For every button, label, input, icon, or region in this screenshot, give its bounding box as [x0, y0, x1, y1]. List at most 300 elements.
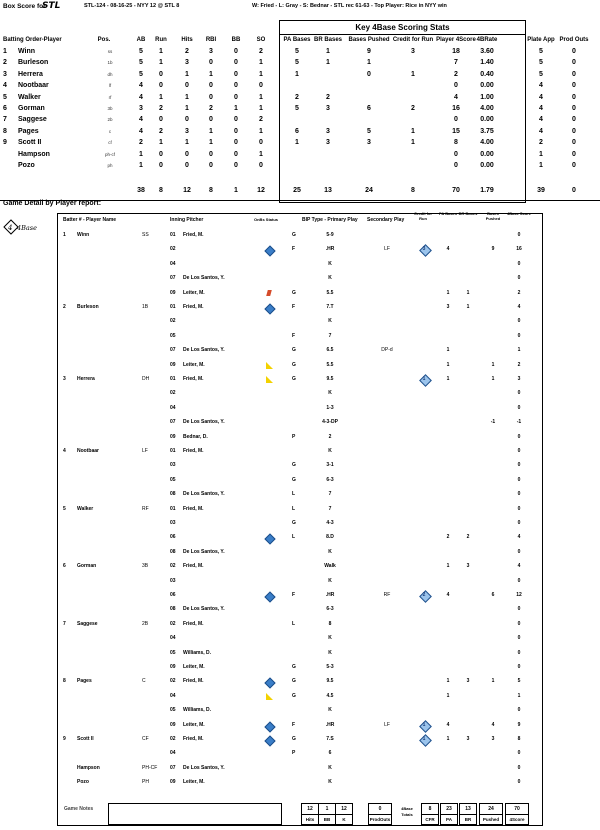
total-cell: 38	[137, 187, 145, 194]
inning: 03	[170, 577, 176, 584]
stat-cell: 1	[411, 139, 415, 147]
game-pitchers: W: Fried - L: Gray - S: Bednar - STL rec 61-63 - Top Player: Rice in NYY win	[252, 3, 447, 9]
primary-play: K	[328, 448, 332, 454]
footer-br-value: 13	[459, 803, 477, 815]
runner-out-icon	[266, 290, 272, 296]
batter-number: 6	[63, 563, 66, 570]
pa-bases: 1	[446, 347, 450, 354]
batter-pos: CF	[142, 736, 149, 742]
4base-score: 0	[517, 635, 521, 642]
stat-cell: 2	[454, 70, 458, 78]
4base-score: 1	[517, 692, 521, 699]
4base-score: 4	[517, 563, 521, 570]
stat-cell: 1	[259, 150, 263, 158]
player-name: Pozo	[18, 162, 35, 169]
row-number: 5	[3, 93, 7, 101]
bases-pushed: 1	[491, 361, 495, 368]
footer-pa-value: 23	[440, 803, 458, 815]
primary-play: 1-3	[326, 404, 334, 411]
primary-play: 6.5	[326, 347, 334, 354]
primary-play: K	[328, 764, 332, 771]
stat-cell: 3	[185, 59, 189, 67]
secondary-play: RF	[383, 592, 391, 598]
footer-pa-label: PA	[440, 814, 458, 825]
stat-cell: 0	[572, 116, 576, 124]
batter-name: Gorman	[77, 563, 97, 570]
pitcher-name: Fried, M.	[183, 304, 204, 310]
4base-score: 0	[517, 491, 521, 498]
svg-text:4: 4	[8, 224, 13, 232]
stat-cell: 1	[139, 162, 143, 169]
stat-cell: 0	[454, 82, 458, 90]
bip-type: F	[292, 246, 296, 253]
pitcher-name: De Los Santos, Y.	[183, 491, 225, 498]
col-header: PA Bases	[283, 37, 311, 43]
col-header: BB	[231, 37, 241, 43]
stat-cell: 0	[572, 127, 576, 135]
4base-score: 0	[517, 332, 521, 339]
pa-bases: 4	[446, 721, 450, 728]
inning: 07	[170, 419, 176, 426]
total-cell: 0	[572, 187, 576, 194]
row-number: 7	[3, 116, 7, 124]
primary-play: 7.T	[326, 304, 334, 310]
4base-score: 0	[517, 275, 521, 282]
total-cell: 8	[159, 187, 163, 194]
stat-cell: 1	[234, 105, 238, 112]
player-pos: c	[108, 128, 112, 134]
inning: 07	[170, 275, 176, 282]
primary-play: K	[328, 318, 332, 325]
player-pos: 1b	[107, 60, 113, 66]
total-cell: 8	[209, 187, 213, 194]
batter-name: Nootbaar	[77, 448, 99, 454]
stat-cell: 2	[159, 127, 163, 135]
box-score-title: Box Score for	[3, 3, 46, 10]
detail-col-header: Batter # - Player Name	[63, 217, 117, 223]
pa-bases: 1	[446, 678, 450, 685]
total-cell: 70	[452, 187, 460, 194]
4base-score: 0	[517, 390, 521, 397]
primary-play: 6-3	[326, 606, 334, 613]
col-header: Plate App	[527, 37, 555, 43]
footer-prodouts-label: ProdOuts	[368, 814, 392, 825]
batter-pos: DH	[142, 376, 150, 382]
bip-type: G	[292, 678, 296, 685]
inning: 04	[170, 404, 176, 411]
footer-score-label: 4Score	[505, 814, 529, 825]
stat-cell: 3.75	[480, 127, 494, 135]
stat-cell: 5	[139, 48, 143, 55]
pa-bases: 1	[446, 692, 450, 699]
bases-pushed: 1	[491, 376, 495, 382]
footer-hits-value: 12	[301, 803, 319, 815]
inning: 09	[170, 433, 176, 440]
inning: 08	[170, 606, 176, 613]
primary-play: .HR	[325, 721, 335, 728]
4base-score: 0	[517, 764, 521, 771]
stat-cell: 2	[259, 48, 263, 55]
stat-cell: 4.00	[480, 139, 494, 147]
batter-number: 5	[63, 505, 66, 512]
batter-pos: 1B	[142, 304, 149, 310]
row-number: 8	[3, 127, 7, 135]
inning: 02	[170, 563, 176, 570]
col-header: Batting Order-Player	[3, 37, 62, 43]
pitcher-name: Leiter, M.	[183, 721, 205, 728]
br-bases: 3	[466, 678, 470, 685]
player-pos: ph	[107, 163, 113, 168]
pitcher-name: Fried, M.	[183, 620, 204, 627]
stat-cell: 0	[259, 82, 263, 90]
primary-play: 4-3	[326, 520, 334, 526]
4base-score: 16	[516, 246, 522, 253]
4base-score: 0	[517, 520, 521, 526]
stat-cell: 3	[185, 127, 189, 135]
stat-cell: 15	[452, 127, 460, 135]
inning: 02	[170, 678, 176, 685]
inning: 05	[170, 649, 176, 656]
stat-cell: 0	[234, 127, 238, 135]
stat-cell: 6	[367, 105, 371, 112]
credit-for-run: 1	[422, 376, 426, 382]
br-bases: 3	[466, 563, 470, 570]
stat-cell: 1	[539, 162, 543, 169]
player-pos: ph-cf	[104, 151, 115, 157]
bip-type: G	[292, 520, 296, 526]
pitcher-name: Fried, M.	[183, 232, 204, 238]
inning: 09	[170, 361, 176, 368]
bip-type: G	[292, 692, 296, 699]
stat-cell: 1	[209, 139, 213, 147]
stat-cell: 1	[185, 70, 189, 78]
stat-cell: 0	[159, 162, 163, 169]
row-number: 1	[3, 48, 7, 55]
pitcher-name: De Los Santos, Y.	[183, 275, 225, 282]
batter-name: Walker	[77, 505, 94, 512]
stat-cell: 1.40	[480, 59, 494, 67]
inning: 05	[170, 332, 176, 339]
detail-col-header: BR Bases	[458, 211, 478, 216]
bip-type: G	[292, 232, 296, 238]
4base-score: 0	[517, 505, 521, 512]
primary-play: 9.5	[326, 376, 334, 382]
pitcher-name: Leiter, M.	[183, 779, 205, 786]
inning: 08	[170, 491, 176, 498]
stat-cell: 5	[139, 70, 143, 78]
stat-cell: 0	[572, 70, 576, 78]
pitcher-name: Fried, M.	[183, 505, 204, 512]
row-number: 9	[3, 139, 7, 147]
bip-type: G	[292, 347, 296, 354]
detail-col-header: 4Base Score	[507, 211, 532, 216]
pitcher-name: De Los Santos, Y.	[183, 347, 225, 354]
primary-play: 7.S	[326, 736, 334, 742]
partial-base-icon	[266, 362, 273, 369]
player-name: Hampson	[18, 150, 50, 158]
stat-cell: 0	[185, 162, 189, 169]
stat-cell: 0	[185, 150, 189, 158]
detail-col-header: Credit for Run	[414, 211, 432, 221]
4base-score: 0	[517, 649, 521, 656]
bip-type: G	[292, 361, 296, 368]
inning: 02	[170, 736, 176, 742]
stat-cell: 3	[326, 127, 330, 135]
4base-score: 0	[517, 577, 521, 584]
primary-play: .HR	[325, 246, 335, 253]
primary-play: 4-3-DP	[322, 419, 338, 426]
stat-cell: 4	[539, 93, 543, 101]
4base-score: 2	[517, 361, 521, 368]
stat-cell: 3	[326, 139, 330, 147]
primary-play: 5-3	[326, 664, 334, 670]
stat-cell: 0	[234, 162, 238, 169]
batter-number: 3	[63, 376, 66, 382]
bases-pushed: 1	[491, 678, 495, 685]
player-pos: cf	[108, 140, 112, 146]
4base-score: -1	[516, 419, 522, 426]
inning: 09	[170, 779, 176, 786]
col-header: Hits	[181, 37, 193, 43]
stat-cell: 4	[139, 127, 143, 135]
footer-pushed-label: Pushed	[479, 814, 503, 825]
stat-cell: 4	[139, 116, 143, 124]
player-name: Pages	[18, 127, 39, 135]
bip-type: L	[292, 534, 296, 541]
bip-type: G	[292, 376, 296, 382]
total-cell: 1.79	[480, 187, 494, 194]
stat-cell: 1	[209, 70, 213, 78]
secondary-play: LF	[384, 721, 390, 728]
bip-type: L	[292, 491, 296, 498]
stat-cell: 0	[572, 105, 576, 112]
footer-totals-label: 4Base Totals	[401, 806, 413, 817]
primary-play: K	[328, 260, 332, 267]
partial-base-icon	[266, 376, 273, 383]
col-header: RBI	[205, 37, 217, 43]
inning: 09	[170, 289, 176, 296]
stat-cell: 0	[159, 70, 163, 78]
stat-cell: 1	[367, 59, 371, 67]
stat-cell: 0	[572, 150, 576, 158]
stat-cell: 5	[295, 48, 299, 55]
detail-col-header: OnBs Status	[254, 217, 279, 222]
stat-cell: 0	[234, 70, 238, 78]
stat-cell: 5	[539, 70, 543, 78]
4base-score: 0	[517, 620, 521, 627]
stat-cell: 2	[159, 105, 163, 112]
stat-cell: 0.00	[480, 150, 494, 158]
bip-type: G	[292, 462, 296, 469]
stat-cell: 0	[572, 162, 576, 169]
stat-cell: 0	[572, 59, 576, 67]
col-header: Credit for Run	[392, 37, 434, 43]
stat-cell: 1	[159, 93, 163, 101]
total-cell: 13	[324, 187, 332, 194]
batter-pos: 2B	[142, 620, 149, 627]
primary-play: 7	[328, 505, 332, 512]
4base-score: 0	[517, 750, 521, 757]
stat-cell: 0	[259, 162, 263, 169]
game-notes-box[interactable]	[108, 803, 282, 825]
primary-play: K	[328, 548, 332, 555]
4base-score: 0	[517, 779, 521, 786]
stat-cell: 2	[326, 93, 330, 101]
svg-text:4Base: 4Base	[17, 224, 37, 232]
inning: 02	[170, 620, 176, 627]
4base-score: 0	[517, 664, 521, 670]
batter-number: 9	[63, 736, 66, 742]
col-header: Prod Outs	[559, 37, 589, 43]
stat-cell: 0	[367, 70, 371, 78]
pa-bases: 1	[446, 376, 450, 382]
stat-cell: 4	[539, 105, 543, 112]
inning: 02	[170, 246, 176, 253]
primary-play: Walk	[324, 563, 336, 570]
total-cell: 1	[234, 187, 238, 194]
4base-score: 1	[517, 347, 521, 354]
primary-play: 8	[328, 620, 332, 627]
stat-cell: 1	[139, 150, 143, 158]
batter-name: Pozo	[77, 779, 89, 786]
inning: 01	[170, 448, 176, 454]
batter-pos: RF	[142, 505, 149, 512]
footer-cfr-label: CFR	[421, 814, 439, 825]
pitcher-name: Fried, M.	[183, 736, 204, 742]
stat-cell: 0	[209, 59, 213, 67]
detail-title: Game Detail by Player report:	[3, 200, 102, 207]
batter-number: 8	[63, 678, 66, 685]
4base-score: 0	[517, 232, 521, 238]
stat-cell: 0	[234, 59, 238, 67]
inning: 08	[170, 548, 176, 555]
total-cell: 25	[293, 187, 301, 194]
stat-cell: 5	[295, 105, 299, 112]
footer-k-value: 12	[335, 803, 353, 815]
stat-cell: 0	[454, 162, 458, 169]
stat-cell: 3	[367, 139, 371, 147]
stat-cell: 3	[326, 105, 330, 112]
primary-play: K	[328, 577, 332, 584]
batter-number: 7	[63, 620, 66, 627]
stat-cell: 5	[295, 59, 299, 67]
4base-score: 4	[517, 304, 521, 310]
4base-logo-icon	[2, 218, 38, 236]
player-pos: lf	[108, 83, 112, 89]
pa-bases: 1	[446, 361, 450, 368]
bases-pushed: 9	[491, 246, 495, 253]
4base-score: 4	[517, 534, 521, 541]
credit-for-run: 2	[422, 592, 426, 598]
stat-cell: 0.00	[480, 82, 494, 90]
primary-play: 7	[328, 491, 332, 498]
inning: 06	[170, 592, 176, 598]
inning: 04	[170, 635, 176, 642]
primary-play: K	[328, 649, 332, 656]
pitcher-name: Fried, M.	[183, 448, 204, 454]
pitcher-name: De Los Santos, Y.	[183, 606, 225, 613]
key-stats-title: Key 4Base Scoring Stats	[355, 23, 450, 32]
player-name: Walker	[18, 93, 41, 101]
bip-type: G	[292, 736, 296, 742]
batter-number: 2	[63, 304, 66, 310]
batter-pos: LF	[142, 448, 148, 454]
primary-play: 9.5	[326, 678, 334, 685]
partial-base-icon	[266, 693, 273, 700]
br-bases: 3	[466, 736, 470, 742]
pitcher-name: De Los Santos, Y.	[183, 548, 225, 555]
stat-cell: 0	[454, 116, 458, 124]
stat-cell: 0	[234, 82, 238, 90]
primary-play: K	[328, 635, 332, 642]
stat-cell: 16	[452, 105, 460, 112]
detail-col-header: Secondary Play	[367, 217, 405, 223]
game-notes-label: Game Notes	[64, 806, 94, 812]
inning: 04	[170, 260, 176, 267]
inning: 06	[170, 534, 176, 541]
stat-cell: 1	[326, 59, 330, 67]
col-header: Run	[155, 37, 167, 43]
pa-bases: 4	[446, 246, 450, 253]
footer-br-label: BR	[459, 814, 477, 825]
primary-play: K	[328, 707, 332, 714]
primary-play: 5-9	[326, 232, 334, 238]
primary-play: 2	[328, 433, 332, 440]
bip-type: G	[292, 476, 296, 483]
stat-cell: 2	[185, 48, 189, 55]
stat-cell: 0	[234, 48, 238, 55]
4base-score: 2	[517, 289, 521, 296]
secondary-play: LF	[384, 246, 390, 253]
row-number: 4	[3, 82, 7, 90]
player-pos: 3b	[107, 106, 113, 111]
inning: 07	[170, 347, 176, 354]
stat-cell: 0	[234, 93, 238, 101]
4base-logo	[2, 218, 38, 236]
player-pos: rf	[108, 94, 112, 100]
footer-bb-label: BB	[318, 814, 336, 825]
stat-cell: 0	[185, 82, 189, 90]
4base-score: 0	[517, 462, 521, 469]
bip-type: F	[292, 721, 296, 728]
player-name: Saggese	[18, 116, 47, 124]
stat-cell: 0	[572, 139, 576, 147]
stat-cell: 1	[411, 127, 415, 135]
4base-score: 0	[517, 476, 521, 483]
footer-prodouts-value: 0	[368, 803, 392, 815]
stat-cell: 2	[259, 116, 263, 124]
4base-score: 9	[517, 721, 521, 728]
pitcher-name: De Los Santos, Y.	[183, 764, 225, 771]
stat-cell: 1	[159, 48, 163, 55]
stat-cell: 4	[539, 127, 543, 135]
team-name: STL	[42, 1, 61, 11]
detail-col-header: BIP Type - Primary Play	[302, 217, 358, 223]
primary-play: K	[328, 390, 332, 397]
stat-cell: 0	[572, 48, 576, 55]
inning: 04	[170, 750, 176, 757]
pitcher-name: De Los Santos, Y.	[183, 419, 225, 426]
primary-play: 6-3	[326, 476, 334, 483]
batter-name: Hampson	[77, 764, 100, 771]
credit-for-run: 3	[422, 246, 426, 253]
credit-for-run: 1	[422, 721, 426, 728]
primary-play: 5.5	[326, 361, 334, 368]
col-header: Pos.	[97, 37, 111, 43]
col-header: 4BRate	[476, 37, 498, 43]
stat-cell: 3	[411, 48, 415, 55]
stat-cell: 1	[259, 59, 263, 67]
